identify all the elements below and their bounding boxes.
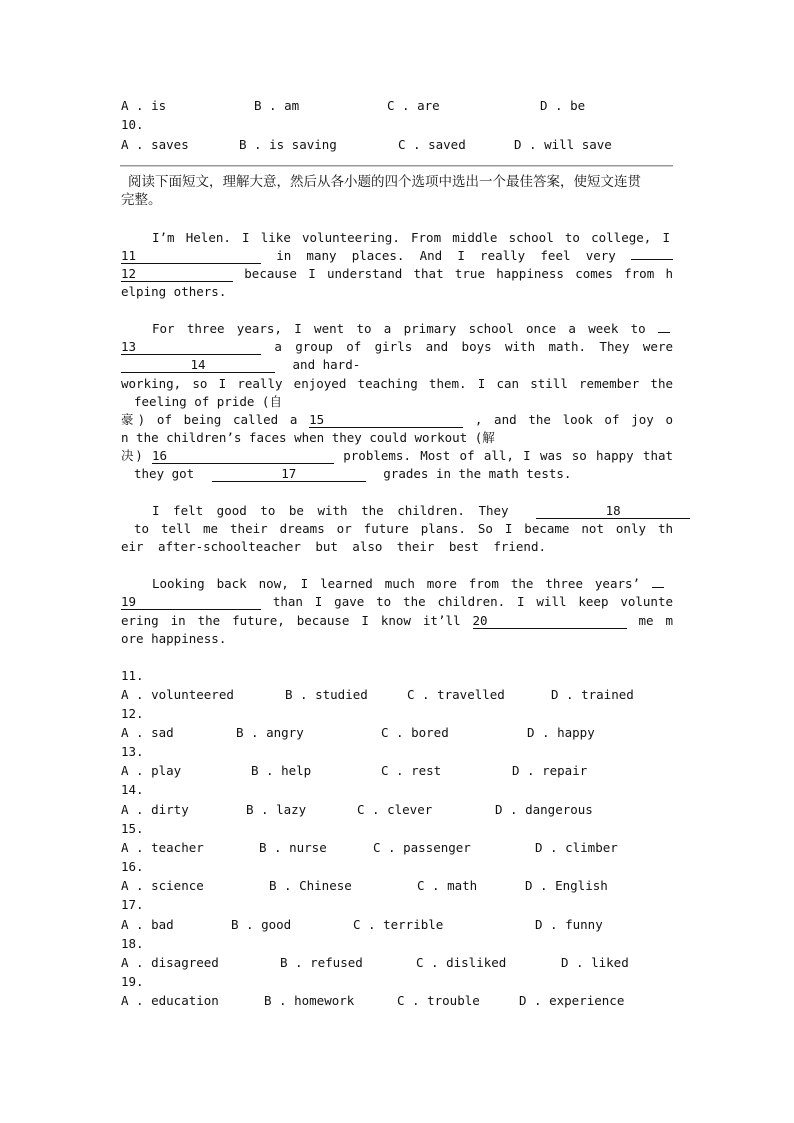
option-b[interactable]: B . Chinese <box>269 878 352 893</box>
option-c[interactable]: C . bored <box>381 725 449 740</box>
instructions-line-1: 阅读下面短文，理解大意，然后从各小题的四个选项中选出一个最佳答案，使短文连贯 <box>128 174 641 190</box>
passage-line: to tell me their dreams or future plans. So I became not only th <box>134 521 673 536</box>
passage-text: For three years, I went to a primary school once a week to <box>152 321 646 336</box>
option-a[interactable]: A . volunteered <box>121 687 234 702</box>
passage-line: feeling of pride (自 <box>134 394 282 409</box>
question-number: 18. <box>121 936 144 951</box>
passage-line: elping others. <box>121 284 227 299</box>
passage-text: 决) <box>121 448 143 463</box>
option-d[interactable]: D . funny <box>535 917 603 932</box>
option-b[interactable]: B . refused <box>280 955 363 970</box>
option-c[interactable]: C . passenger <box>373 840 471 855</box>
option-a[interactable]: A . disagreed <box>121 955 219 970</box>
question-number: 13. <box>121 744 144 759</box>
passage-text: they got <box>134 466 195 481</box>
option-a[interactable]: A . science <box>121 878 204 893</box>
option-a[interactable]: A . teacher <box>121 840 204 855</box>
passage-text: than I gave to the children. I will keep volunte <box>272 594 674 609</box>
blank-15[interactable]: 15 <box>309 412 463 428</box>
blank-18[interactable]: 18 <box>536 503 690 519</box>
section-divider <box>120 165 673 167</box>
passage-text: I felt good to be with the children. They <box>152 503 509 518</box>
question-number: 10. <box>121 117 144 132</box>
option-d[interactable]: D . be <box>540 98 586 113</box>
blank-19[interactable]: 19 <box>121 594 261 610</box>
blank-12[interactable]: 12 <box>121 266 233 282</box>
option-b[interactable]: B . studied <box>285 687 368 702</box>
option-b[interactable]: B . is saving <box>239 137 337 152</box>
option-b[interactable]: B . am <box>254 98 300 113</box>
option-b[interactable]: B . homework <box>264 993 355 1008</box>
passage-line <box>121 265 673 283</box>
question-number: 12. <box>121 706 144 721</box>
instructions-line-2: 完整。 <box>121 192 162 208</box>
option-a[interactable]: A . play <box>121 763 182 778</box>
passage-line: ore happiness. <box>121 631 227 646</box>
option-b[interactable]: B . lazy <box>246 802 307 817</box>
option-c[interactable]: C . travelled <box>407 687 505 702</box>
passage-line <box>121 356 360 374</box>
option-b[interactable]: B . help <box>251 763 312 778</box>
passage-text: , and the look of joy o <box>474 412 673 427</box>
passage-text: ering in the future, because I know it’ll <box>121 613 461 628</box>
passage-line <box>152 320 670 338</box>
blank-16[interactable]: 16 <box>152 448 334 464</box>
option-d[interactable]: D . trained <box>551 687 634 702</box>
passage-text: Looking back now, I learned much more from the three years’ <box>152 576 641 591</box>
passage-line <box>152 575 664 593</box>
option-c[interactable]: C . math <box>417 878 478 893</box>
passage-line <box>121 593 673 611</box>
passage-line: I’m Helen. I like volunteering. From middle school to college, I <box>152 230 670 245</box>
option-b[interactable]: B . nurse <box>259 840 327 855</box>
passage-text: because I understand that true happiness comes from h <box>244 266 673 281</box>
passage-line <box>134 465 571 483</box>
option-c[interactable]: C . disliked <box>416 955 507 970</box>
question-number: 17. <box>121 897 144 912</box>
option-d[interactable]: D . repair <box>512 763 588 778</box>
option-d[interactable]: D . climber <box>535 840 618 855</box>
option-c[interactable]: C . terrible <box>353 917 444 932</box>
blank-underline <box>652 587 664 588</box>
blank-underline <box>658 332 670 333</box>
passage-line: working, so I really enjoyed teaching them. I can still remember the <box>121 376 673 391</box>
question-number: 11. <box>121 668 144 683</box>
option-a[interactable]: A . education <box>121 993 219 1008</box>
option-c[interactable]: C . rest <box>381 763 442 778</box>
blank-20[interactable]: 20 <box>473 613 627 629</box>
option-d[interactable]: D . will save <box>514 137 612 152</box>
option-c[interactable]: C . clever <box>357 802 433 817</box>
blank-14[interactable]: 14 <box>121 357 275 373</box>
option-a[interactable]: A . saves <box>121 137 189 152</box>
passage-line: eir after-schoolteacher but also their best friend. <box>121 539 546 554</box>
passage-text: grades in the math tests. <box>383 466 572 481</box>
question-number: 19. <box>121 974 144 989</box>
passage-line <box>121 338 673 356</box>
option-b[interactable]: B . good <box>231 917 292 932</box>
question-number: 16. <box>121 859 144 874</box>
blank-underline <box>631 259 673 260</box>
passage-text: in many places. And I really feel very <box>276 248 616 263</box>
blank-11[interactable]: 11 <box>121 248 261 264</box>
passage-line <box>121 612 673 630</box>
option-d[interactable]: D . English <box>525 878 608 893</box>
option-d[interactable]: D . experience <box>519 993 625 1008</box>
option-d[interactable]: D . happy <box>527 725 595 740</box>
option-b[interactable]: B . angry <box>236 725 304 740</box>
option-a[interactable]: A . bad <box>121 917 174 932</box>
passage-text: problems. Most of all, I was so happy that <box>343 448 674 463</box>
passage-line: n the children’s faces when they could workout (解 <box>121 430 495 445</box>
passage-line <box>121 447 673 465</box>
option-c[interactable]: C . trouble <box>397 993 480 1008</box>
passage-text: a group of girls and boys with math. They were <box>274 339 673 354</box>
question-number: 14. <box>121 782 144 797</box>
option-c[interactable]: C . are <box>387 98 440 113</box>
passage-line <box>152 502 690 520</box>
option-d[interactable]: D . dangerous <box>495 802 593 817</box>
passage-text: and hard- <box>292 357 361 372</box>
passage-text: me m <box>638 613 673 628</box>
question-number: 15. <box>121 821 144 836</box>
passage-text: 豪) of being called a <box>121 412 298 427</box>
passage-line <box>121 411 673 429</box>
option-d[interactable]: D . liked <box>561 955 629 970</box>
option-a[interactable]: A . dirty <box>121 802 189 817</box>
option-a[interactable]: A . sad <box>121 725 174 740</box>
blank-13[interactable]: 13 <box>121 339 261 355</box>
option-c[interactable]: C . saved <box>398 137 466 152</box>
passage-line <box>121 247 673 265</box>
blank-17[interactable]: 17 <box>212 466 366 482</box>
option-a[interactable]: A . is <box>121 98 167 113</box>
